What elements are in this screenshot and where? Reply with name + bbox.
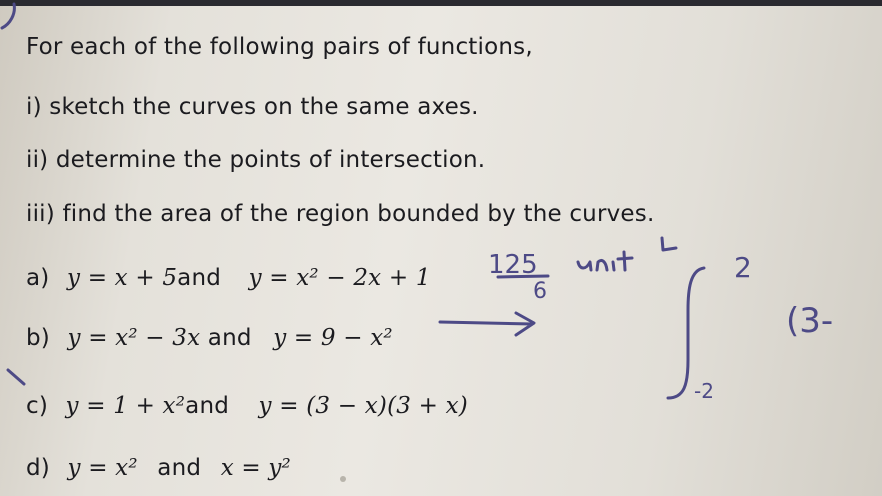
margin-checkmark [8,370,24,384]
and-word: and [207,325,252,351]
and-word: and [157,455,202,481]
instruction-i: i) sketch the curves on the same axes. [26,94,479,120]
fraction-bar [498,276,548,277]
fraction-numerator: 125 [488,250,538,280]
intro-text: For each of the following pairs of functions, [26,34,533,60]
arrow-icon [440,313,534,335]
handwritten-units [578,238,676,270]
and-word: and [185,393,230,419]
units-exponent-2 [662,238,676,250]
function-g: y = (3 − x)(3 + x) [258,393,468,419]
function-g: y = 9 − x² [273,325,393,351]
margin-note: (3- [786,301,834,341]
smudge [340,476,346,482]
units-stroke-i [613,262,614,270]
function-f: y = x² − 3x [67,325,201,351]
problem-label: a) [26,265,50,291]
function-g: y = x² − 2x + 1 [248,265,431,291]
problem-label: b) [26,325,50,351]
units-stroke-n [597,260,607,270]
function-f: y = x + 5 [66,265,178,291]
integral-lower-limit: -2 [694,379,714,403]
units-stroke-t [618,252,632,270]
problem-label: c) [26,393,49,419]
handwritten-answer-fraction [488,250,548,304]
units-stroke-u [578,262,591,270]
function-f: y = 1 + x² [65,393,186,419]
function-g: x = y² [220,455,291,481]
instruction-ii: ii) determine the points of intersection. [26,147,486,173]
problem-label: d) [26,455,50,481]
instruction-iii: iii) find the area of the region bounded by the curves. [26,201,655,227]
corner-mark [2,4,14,28]
function-f: y = x² [67,455,138,481]
integral-upper-limit: 2 [734,251,752,284]
and-word: and [177,265,222,291]
fraction-denominator: 6 [533,279,547,304]
